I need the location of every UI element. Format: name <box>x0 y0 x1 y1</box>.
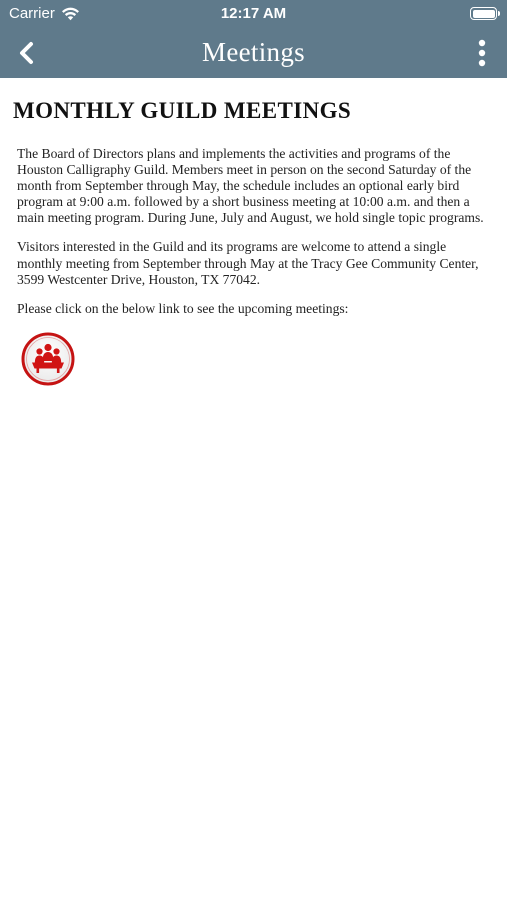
group-meeting-icon <box>21 332 75 386</box>
chevron-left-icon <box>17 41 37 65</box>
carrier-label: Carrier <box>9 5 55 22</box>
intro-paragraph: The Board of Directors plans and implements the activities and programs of the Houston Calligraphy Guild. Members meet in person on the second Saturday of the month from September through May, the schedule includes an optional early bird program at 9:00 a.m. followed by a short business meeting at 10:00 a.m. and then a main meeting program. During June, July and August, we hold single topic programs. <box>17 146 484 226</box>
battery-fill <box>473 10 495 18</box>
visitors-paragraph: Visitors interested in the Guild and its programs are welcome to attend a single monthly meeting from September through May at the Tracy Gee Community Center, 3599 Westcenter Drive, Houston, TX 77042. <box>17 239 479 287</box>
navigation-bar <box>0 28 507 78</box>
status-time: 12:17 AM <box>220 5 287 22</box>
more-options-button[interactable] <box>469 36 495 70</box>
section-heading: MONTHLY GUILD MEETINGS <box>13 98 352 123</box>
page-title: Meetings <box>202 37 305 67</box>
status-bar <box>0 0 507 28</box>
page-content <box>0 78 507 386</box>
battery-icon <box>470 7 497 20</box>
back-button[interactable] <box>10 36 44 70</box>
upcoming-meetings-link[interactable] <box>21 332 75 386</box>
link-prompt-paragraph: Please click on the below link to see the upcoming meetings: <box>17 300 349 316</box>
more-vertical-icon <box>477 39 487 67</box>
